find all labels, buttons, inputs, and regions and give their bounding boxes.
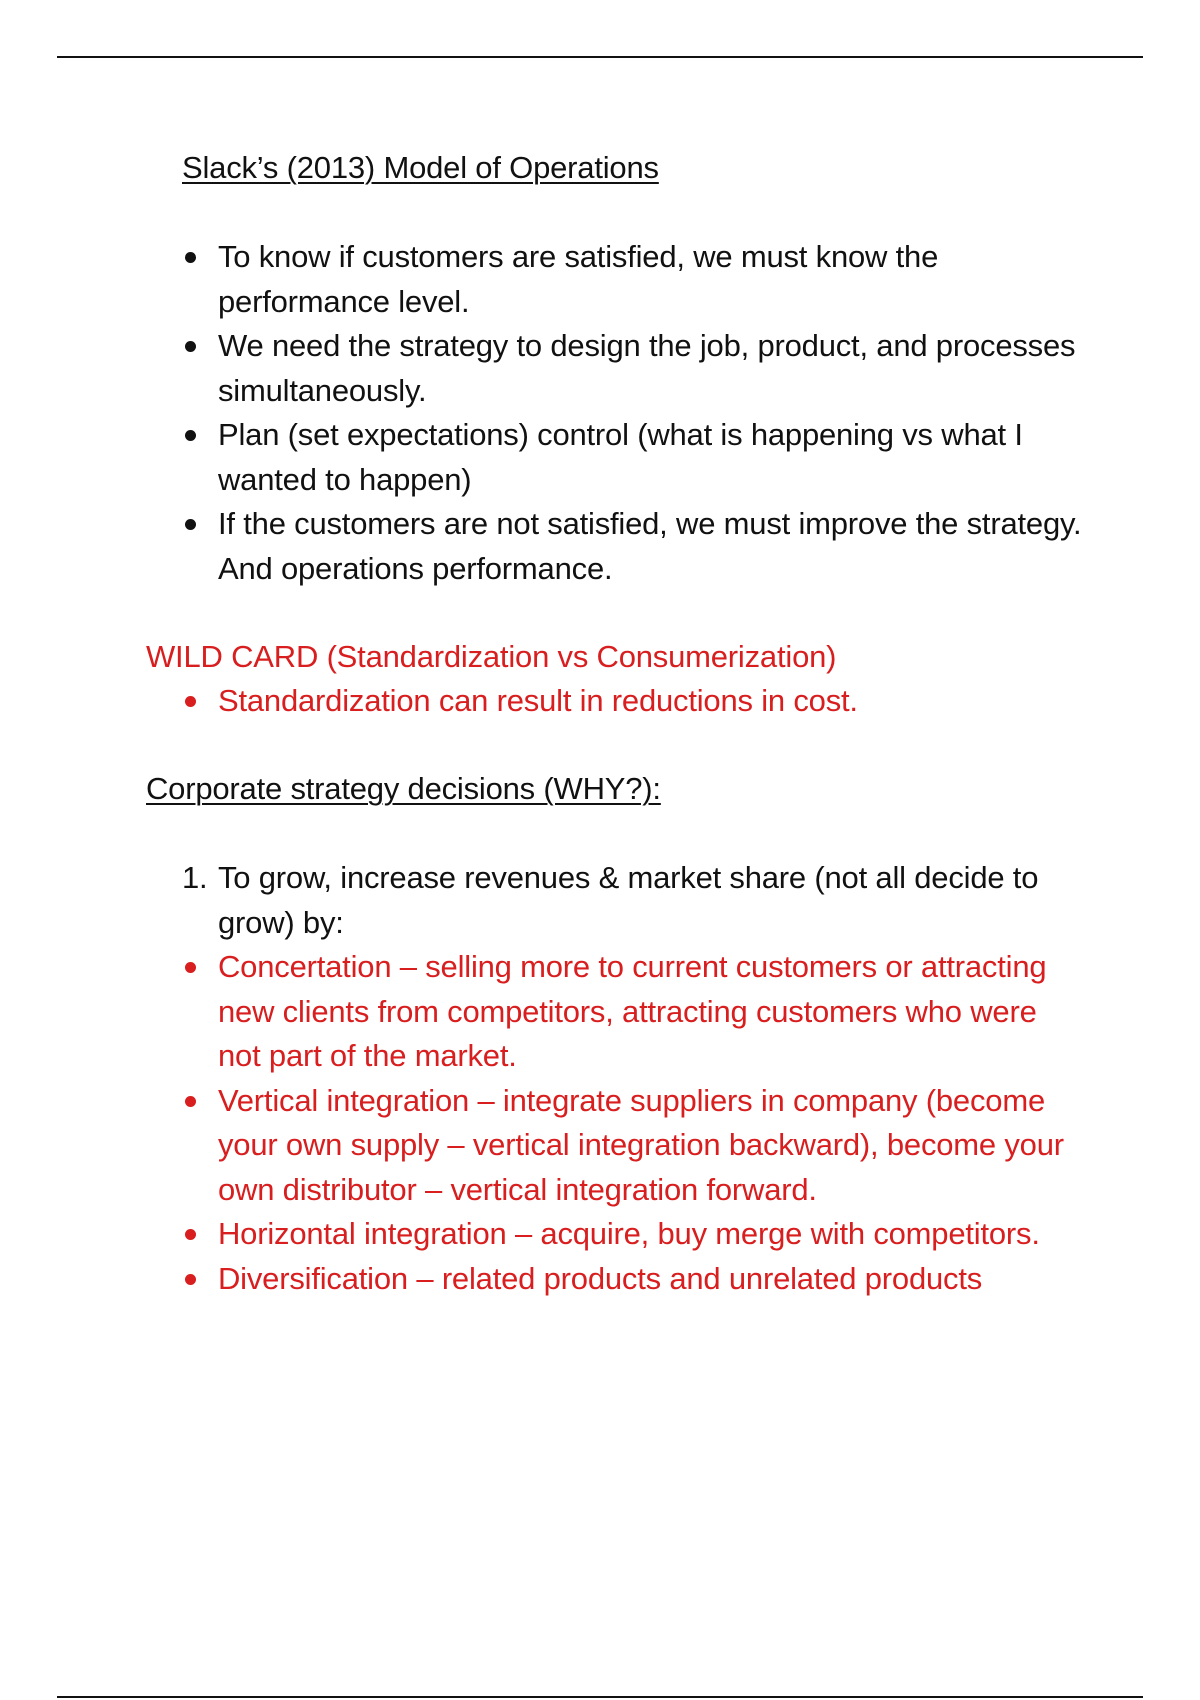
list-item-text: To grow, increase revenues & market share (not all decide to grow) by:: [218, 860, 1039, 940]
corporate-strategy-bullet-list: [182, 945, 1082, 1301]
numbered-item: [182, 856, 1082, 945]
list-item-text: To know if customers are satisfied, we must know the performance level.: [218, 239, 939, 319]
list-item-text: Standardization can result in reductions in cost.: [218, 683, 858, 718]
list-item-text: Diversification – related products and unrelated products: [218, 1260, 983, 1296]
list-item: [182, 945, 1082, 1079]
list-item: [182, 679, 1082, 724]
list-item: [182, 1212, 1082, 1257]
list-item: [182, 235, 1082, 324]
section-title-slack-model: Slack’s (2013) Model of Operations: [182, 150, 659, 185]
wildcard-title: WILD CARD (Standardization vs Consumerization): [146, 639, 837, 674]
list-item: [182, 1257, 1082, 1302]
wildcard-bullet-list: [182, 679, 1082, 724]
list-item: [182, 413, 1082, 502]
section-title-corporate-strategy: Corporate strategy decisions (WHY?):: [146, 771, 661, 806]
list-item-text: Vertical integration – integrate suppliers in company (become your own supply – vertical integration backward), become your own distributor – vertical integration forward.: [218, 1082, 1064, 1207]
list-item-text: We need the strategy to design the job, product, and processes simultaneously.: [218, 328, 1076, 408]
list-item-text: Plan (set expectations) control (what is happening vs what I wanted to happen): [218, 417, 1023, 497]
corporate-strategy-numbered-list: [182, 856, 1082, 945]
list-item-text: If the customers are not satisfied, we must improve the strategy. And operations performance.: [218, 506, 1082, 586]
footer-rule: [57, 1696, 1143, 1698]
list-item: [182, 502, 1082, 591]
slack-model-bullet-list: [182, 235, 1082, 591]
list-item-text: Concertation – selling more to current customers or attracting new clients from competitors, attracting customers who were not part of the market.: [218, 949, 1047, 1073]
header-rule: [57, 56, 1143, 58]
list-number: 1.: [182, 860, 208, 895]
list-item-text: Horizontal integration – acquire, buy merge with competitors.: [218, 1216, 1040, 1251]
list-item: [182, 324, 1082, 413]
list-item: [182, 1079, 1082, 1213]
